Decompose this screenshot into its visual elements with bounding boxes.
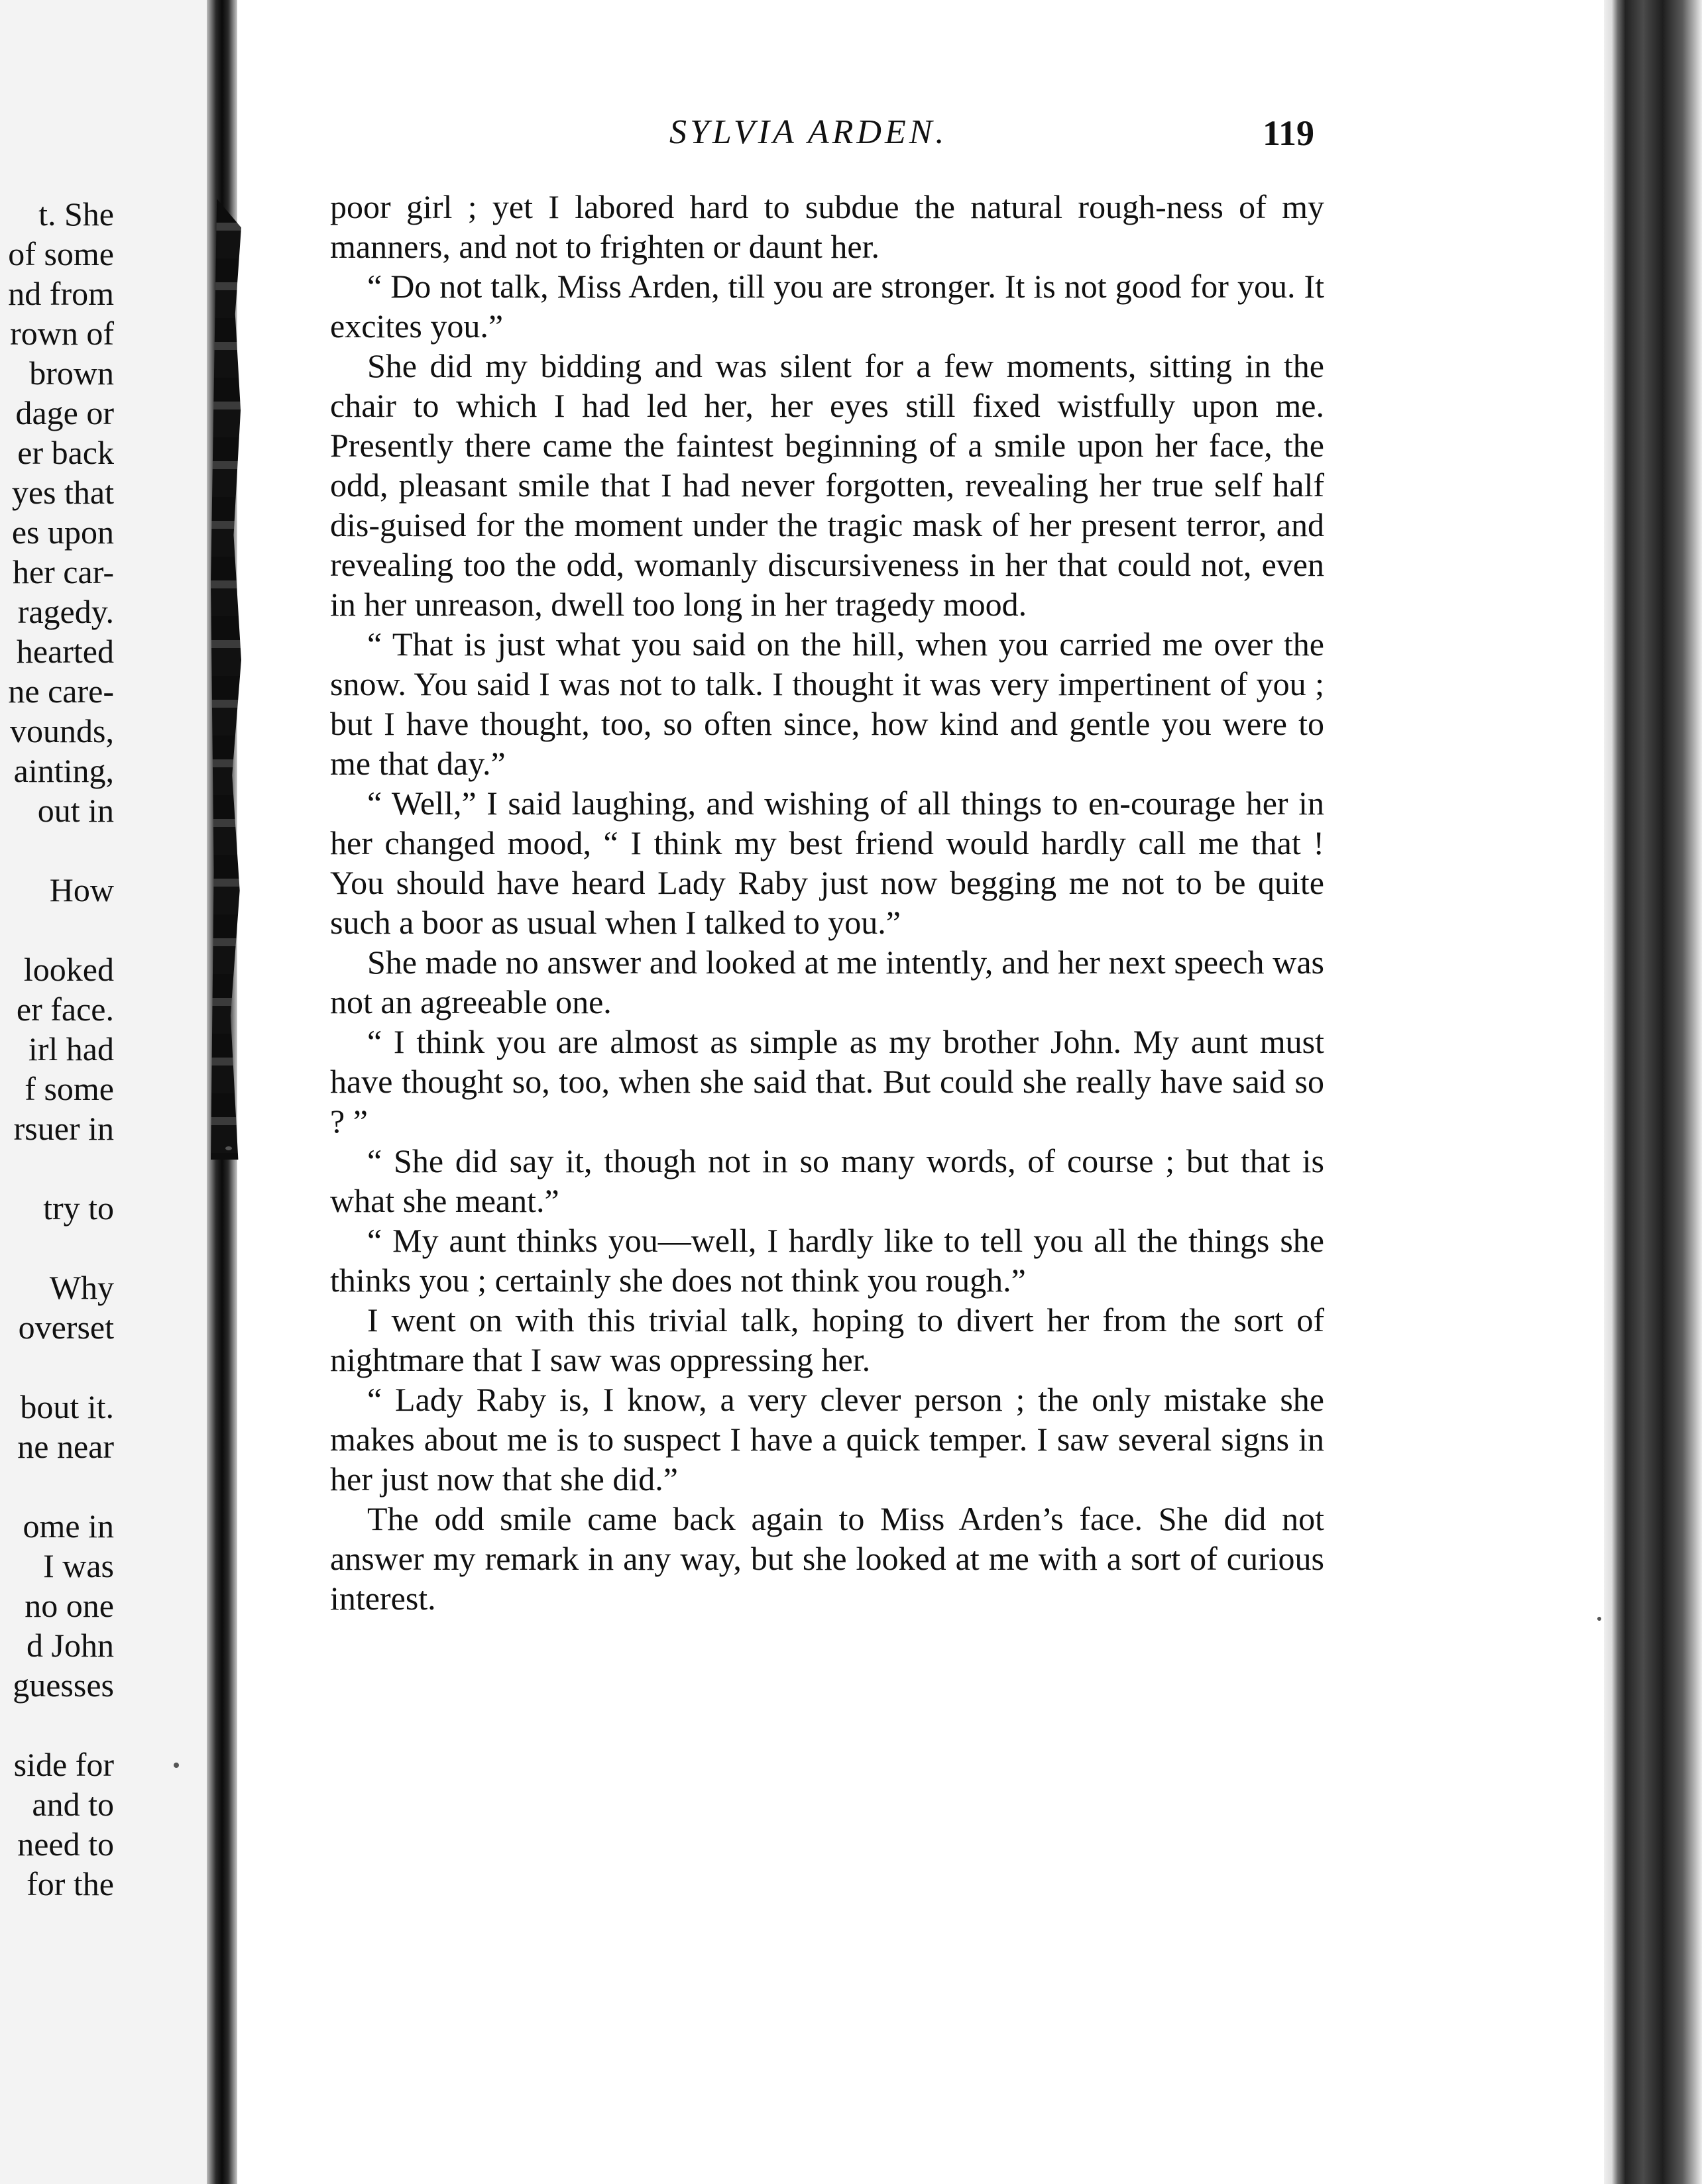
left-page-line: dage or [15,394,114,431]
left-page-line: ne care- [8,673,114,710]
left-page-line: brown [29,355,114,392]
left-page-line: d John [27,1627,114,1664]
left-page-line: f some [25,1070,114,1107]
left-page-line: her car- [12,553,114,590]
left-page-line: er face. [16,991,114,1028]
page-body-text [330,187,1324,1618]
paragraph: “ She did say it, though not in so many words, of course ; but that is what she meant.” [330,1142,1324,1219]
left-page-line: nd from [8,275,114,312]
left-page-line: out in [37,792,114,829]
scan-speck [174,1763,179,1768]
left-page-line: looked [23,951,114,988]
page-number: 119 [1263,113,1315,153]
left-page-line: rown of [10,315,114,352]
scan-speck [225,1146,232,1150]
book-board-edge [1604,0,1702,2184]
left-page-line: overset [18,1309,114,1346]
paragraph: “ My aunt thinks you—well, I hardly like to tell you all the things she thinks you ; certainly she does not think you rough.” [330,1222,1324,1299]
running-header-title: SYLVIA ARDEN. [669,113,948,151]
left-page-line: vounds, [10,712,114,749]
paragraph: “ I think you are almost as simple as my brother John. My aunt must have thought so, too, when she said that. But could she really have said so ? ” [330,1023,1324,1140]
left-page-line: irl had [28,1030,114,1067]
paragraph: “ That is just what you said on the hill, when you carried me over the snow. You said I was not to talk. I thought it was very impertinent of you ; but I have thought, too, so often since, how kind and gentle you were to me that day.” [330,626,1324,782]
left-page-line: ainting, [13,752,114,789]
left-page-line: need to [17,1826,114,1863]
left-page-line: t. She [38,195,114,233]
left-page-fragment [0,0,219,2184]
left-page-line: er back [17,434,114,471]
scan-speck [1597,1617,1601,1621]
left-page-line: rsuer in [13,1110,114,1147]
left-page-line: yes that [11,474,114,511]
left-page-line: guesses [13,1666,114,1704]
left-page-line: for the [27,1865,114,1902]
left-page-line: try to [43,1189,114,1227]
paragraph: She made no answer and looked at me intently, and her next speech was not an agreeable one. [330,944,1324,1020]
paragraph: “ Lady Raby is, I know, a very clever person ; the only mistake she makes about me is to suspect I have a quick temper. I saw several signs in her just now that she did.” [330,1381,1324,1498]
paragraph: “ Well,” I said laughing, and wishing of all things to en-courage her in her changed mood, “ I think my best friend would hardly call me that ! You should have heard Lady Raby just now begging me not to be quite such a boor as usual when I talked to you.” [330,785,1324,941]
left-page-line: How [49,871,114,908]
left-page-line: Why [49,1269,114,1306]
left-page-line: ome in [23,1507,114,1545]
left-page-line: side for [13,1746,114,1783]
left-page-line: bout it. [20,1388,114,1425]
paragraph: She did my bidding and was silent for a few moments, sitting in the chair to which I had led her, her eyes still fixed wistfully upon me. Presently there came the faintest beginning of a smile upon her face, the odd, pleasant smile that I had never forgotten, revealing her true self half dis-guised for the moment under the tragic mask of her present terror, and revealing too the odd, womanly discursiveness in her that could not, even in her unreason, dwell too long in her tragedy mood. [330,347,1324,623]
left-page-line: hearted [16,633,114,670]
paragraph: I went on with this trivial talk, hoping to divert her from the sort of nightmare that I saw was oppressing her. [330,1301,1324,1378]
left-page-line: and to [32,1786,114,1823]
left-page-line: ragedy. [17,593,114,630]
left-page-line: es upon [11,514,114,551]
left-page-line: no one [25,1587,114,1624]
left-page-line: ne near [17,1428,114,1465]
paragraph: The odd smile came back again to Miss Arden’s face. She did not answer my remark in any way, but she looked at me with a sort of curious interest. [330,1500,1324,1617]
left-page-line: of some [8,235,114,272]
left-page-line: I was [43,1547,114,1584]
paragraph: “ Do not talk, Miss Arden, till you are stronger. It is not good for you. It excites you.” [330,268,1324,345]
paragraph: poor girl ; yet I labored hard to subdue the natural rough-ness of my manners, and not to frighten or daunt her. [330,188,1324,265]
